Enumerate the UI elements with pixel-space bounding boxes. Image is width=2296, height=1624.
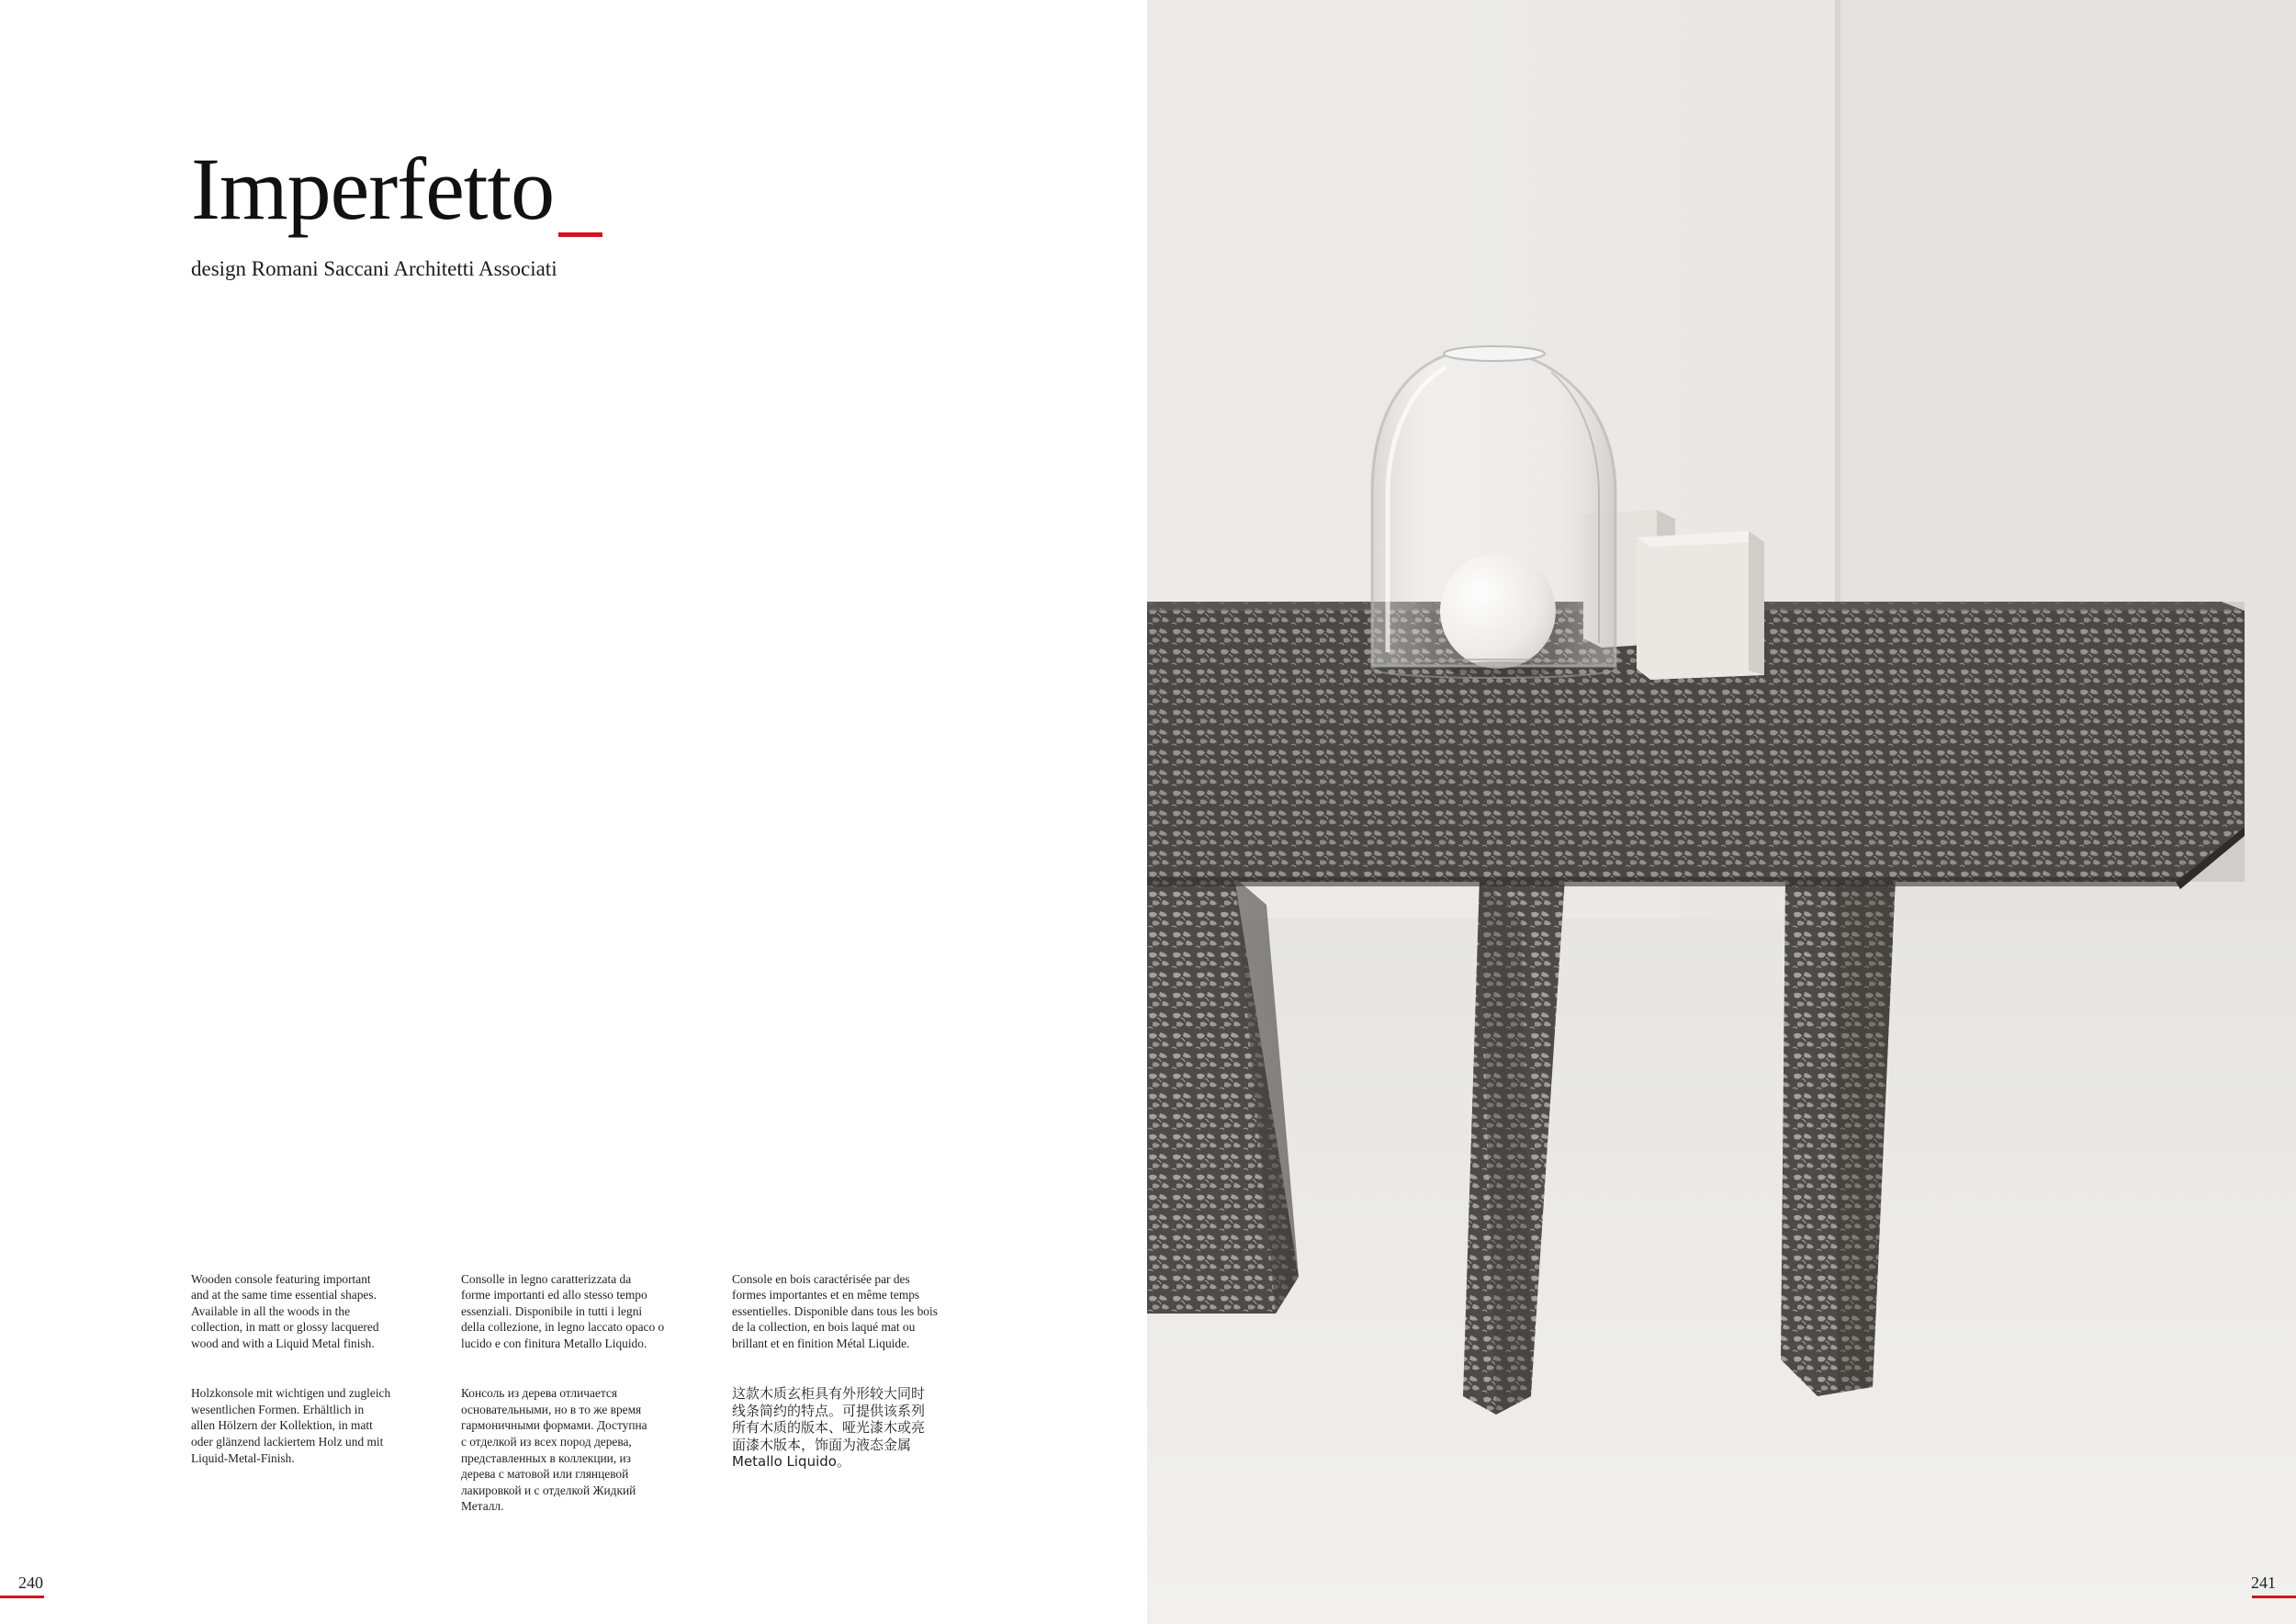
- description-english: Wooden console featuring important and at the same time essential shapes. Available in all the woods in the collection, in matt or glossy lacquered wood and with a Liquid Metal finish.: [191, 1271, 379, 1350]
- text-column-3: [732, 1255, 952, 1504]
- glass-cloche: [1372, 346, 1616, 678]
- description-chinese: 这款木质玄柜具有外形较大同时 线条简约的特点。可提供该系列 所有木质的版本、哑光漆木或亮 面漆木版本，饰面为液态金属 Metallo Liquido。: [732, 1385, 926, 1471]
- page-number-rule-right: [2252, 1596, 2296, 1598]
- left-page: [0, 0, 1147, 1624]
- page-number-left: 240: [18, 1573, 43, 1592]
- floor: [1147, 919, 2296, 1624]
- description-italian: Consolle in legno caratterizzata da forme importanti ed allo stesso tempo essenziali. Disponibile in tutti i legni della collezione, in legno laccato opaco o lucido e con finitura Metallo Liquido.: [461, 1271, 665, 1350]
- marble-cube-front: [1637, 531, 1764, 680]
- text-column-1: [191, 1255, 411, 1500]
- page-number-rule-left: [0, 1596, 44, 1598]
- product-photo: [1147, 0, 2296, 1624]
- description-russian: Консоль из дерева отличается основательными, но в то же время гармоничными формами. Доступна с отделкой из всех пород дерева, представленных в коллекции, из дерева с матовой или глянцевой лакировкой и с отделкой Жидкий Металл.: [461, 1386, 647, 1514]
- description-german: Holzkonsole mit wichtigen und zugleich wesentlichen Formen. Erhältlich in allen Hölzern der Kollektion, in matt oder glänzend lackiertem Holz und mit Liquid-Metal-Finish.: [191, 1386, 391, 1465]
- title-accent-underline: [558, 232, 602, 237]
- description-french: Console en bois caractérisée par des formes importantes et en même temps essentielles. Disponible dans tous les bois de la collection, en bois laqué mat ou brillant et en finition Métal Liquide.: [732, 1271, 938, 1350]
- page-number-right: 241: [2251, 1573, 2276, 1592]
- page-title: Imperfetto: [191, 140, 555, 238]
- text-column-2: [461, 1255, 681, 1549]
- designer-credit: design Romani Saccani Architetti Associati: [191, 257, 557, 280]
